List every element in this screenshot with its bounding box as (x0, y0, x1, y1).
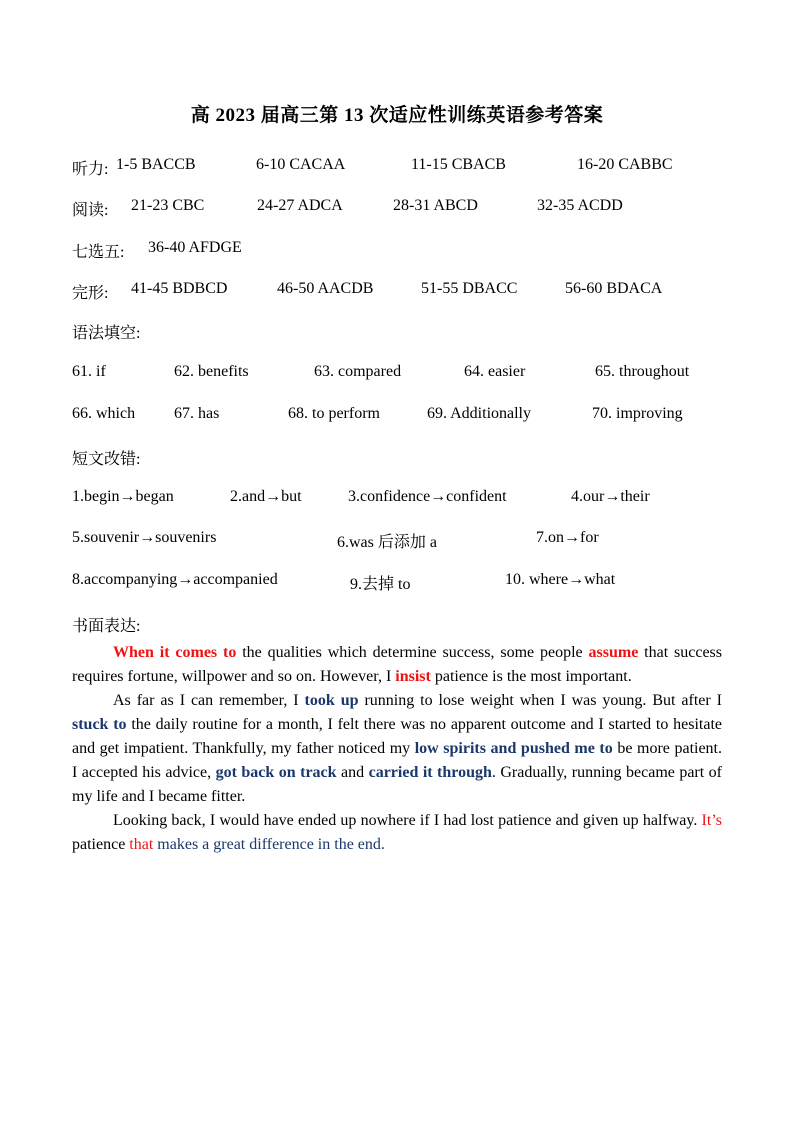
essay-paragraph-2 (72, 689, 722, 809)
highlight-red-bold: insist (395, 668, 431, 685)
correction-item: 7.on→for (536, 529, 599, 546)
answer-group: 16-20 CABBC (577, 156, 673, 173)
highlight-navy-bold: low spirits and pushed me to (414, 740, 613, 757)
answer-group: 51-55 DBACC (421, 280, 518, 297)
essay-text: . Gradually, running became part of my life and I became fitter. (72, 764, 722, 805)
essay-paragraph-1 (72, 641, 722, 689)
answer-item: 66. which (72, 405, 136, 422)
reading-label: 阅读: (72, 202, 109, 219)
highlight-navy-bold: carried it through (368, 764, 492, 781)
essay-text: be more patient. I accepted his advice, (72, 740, 723, 781)
highlight-navy-bold: took up (304, 692, 359, 709)
essay-text: the qualities which determine success, some people (236, 644, 589, 661)
essay-text: patience is the most important. (430, 668, 632, 685)
correction-item: 1.begin→began (72, 488, 174, 505)
correction-section-row (72, 446, 732, 468)
grammar-answers-row-2 (72, 405, 732, 427)
correction-answers-row-2 (72, 529, 732, 551)
correction-item: 9.去掉 to (350, 576, 411, 593)
correction-item: 3.confidence→confident (348, 488, 507, 505)
page-title: 高 2023 届高三第 13 次适应性训练英语参考答案 (190, 105, 604, 126)
listening-label: 听力: (72, 161, 109, 178)
answer-group: 41-45 BDBCD (131, 280, 228, 297)
writing-label: 书面表达: (72, 618, 141, 635)
answer-group: 36-40 AFDGE (148, 239, 242, 256)
essay-text: Looking back, I would have ended up nowhere if I had lost patience and given up halfway. (113, 812, 702, 829)
correction-answers-row-1 (72, 488, 732, 510)
grammar-label: 语法填空: (72, 325, 141, 342)
correction-answers-row-3 (72, 571, 732, 593)
answer-group: 1-5 BACCB (116, 156, 196, 173)
correction-item: 8.accompanying→accompanied (72, 571, 278, 588)
model-essay (72, 641, 722, 857)
essay-text: patience (72, 836, 130, 853)
answer-group: 11-15 CBACB (411, 156, 506, 173)
answer-group: 6-10 CACAA (256, 156, 346, 173)
answer-item: 67. has (174, 405, 220, 422)
cloze-answers-row (72, 280, 732, 302)
highlight-red: that (129, 836, 154, 853)
highlight-red: It’s (701, 812, 722, 829)
answer-group: 56-60 BDACA (565, 280, 663, 297)
answer-item: 70. improving (592, 405, 683, 422)
answer-item: 64. easier (464, 363, 526, 380)
answer-group: 21-23 CBC (131, 197, 205, 214)
essay-text: the daily routine for a month, I felt there was no apparent outcome and I started to hesitate and get impatient. Thankfully, my father noticed my (72, 716, 723, 757)
reading-answers-row (72, 197, 732, 219)
answer-item: 62. benefits (174, 363, 249, 380)
highlight-navy-bold: got back on track (215, 764, 337, 781)
seven-choose-five-label: 七选五: (72, 244, 125, 261)
answer-group: 28-31 ABCD (393, 197, 478, 214)
answer-item: 63. compared (314, 363, 402, 380)
correction-item: 6.was 后添加 a (337, 534, 437, 551)
correction-label: 短文改错: (72, 451, 141, 468)
answer-item: 65. throughout (595, 363, 690, 380)
writing-section-row (72, 613, 732, 635)
correction-item: 5.souvenir→souvenirs (72, 529, 217, 546)
essay-text: that success requires fortune, willpower and so on. However, I (72, 644, 723, 685)
answer-group: 46-50 AACDB (277, 280, 374, 297)
essay-paragraph-3 (72, 809, 722, 857)
essay-text: running to lose weight when I was young. But after I (358, 692, 723, 709)
grammar-section-row (72, 320, 732, 342)
essay-text: As far as I can remember, I (113, 692, 305, 709)
answer-item: 61. if (72, 363, 106, 380)
highlight-navy: makes a great difference in the end. (153, 836, 385, 853)
correction-item: 4.our→their (571, 488, 650, 505)
correction-item: 10. where→what (505, 571, 616, 588)
cloze-label: 完形: (72, 285, 109, 302)
seven-choose-five-row (72, 239, 732, 261)
listening-answers-row (72, 156, 732, 178)
essay-text: and (336, 764, 369, 781)
correction-item: 2.and→but (230, 488, 302, 505)
answer-group: 32-35 ACDD (537, 197, 623, 214)
grammar-answers-row-1 (72, 363, 732, 385)
answer-item: 69. Additionally (427, 405, 531, 422)
highlight-red-bold: When it comes to (113, 644, 237, 661)
highlight-red-bold: assume (588, 644, 639, 661)
highlight-navy-bold: stuck to (72, 716, 127, 733)
answer-group: 24-27 ADCA (257, 197, 343, 214)
answer-item: 68. to perform (288, 405, 380, 422)
